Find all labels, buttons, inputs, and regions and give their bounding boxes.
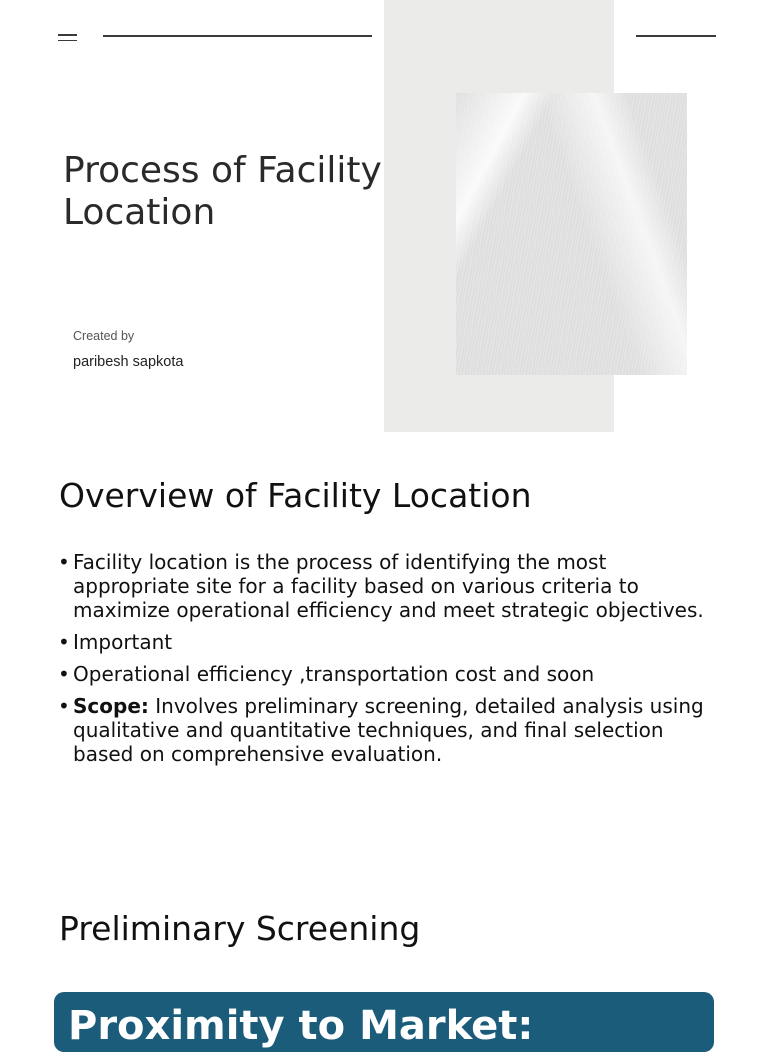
author-name: paribesh sapkota	[73, 354, 184, 370]
decorative-rule-right	[636, 35, 716, 37]
bullet-text: Facility location is the process of identifying the most appropriate site for a facility based on various criteria to maximize operational efficiency and meet strategic objectives.	[73, 550, 704, 622]
bullet-item	[58, 694, 718, 766]
overview-title: Overview of Facility Location	[59, 476, 532, 515]
menu-icon	[58, 34, 77, 42]
bullet-text: Involves preliminary screening, detailed analysis using qualitative and quantitative techniques, and final selection based on comprehensive evaluation.	[73, 694, 704, 766]
bullet-item	[58, 550, 718, 622]
card-title: Proximity to Market:	[68, 1003, 534, 1049]
overview-bullet-list	[58, 550, 718, 774]
preliminary-screening-title: Preliminary Screening	[59, 909, 421, 948]
deck-title: Process of Facility Location	[63, 150, 382, 233]
decorative-rule-left	[103, 35, 372, 37]
created-by-label: Created by	[73, 329, 135, 343]
bullet-bold-label: Scope:	[73, 694, 149, 718]
bullet-item	[58, 630, 718, 654]
bullet-text: Operational efficiency ,transportation cost and soon	[73, 662, 595, 686]
bullet-text: Important	[73, 630, 173, 654]
marble-texture-image	[456, 93, 687, 375]
proximity-card	[54, 992, 714, 1052]
title-slide	[0, 0, 768, 432]
bullet-item	[58, 662, 718, 686]
